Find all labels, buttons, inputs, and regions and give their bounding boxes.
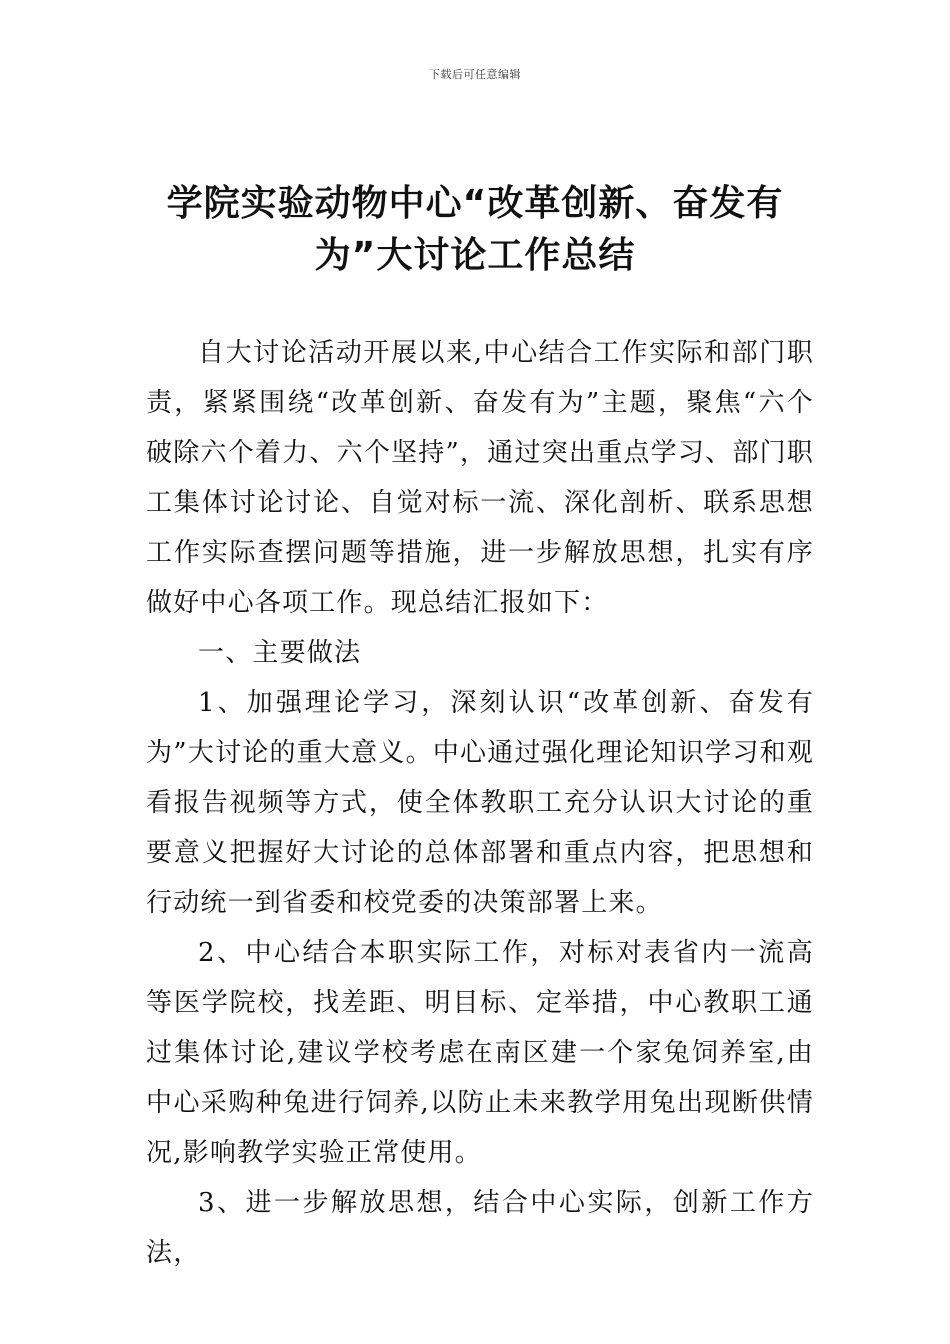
document-title — [0, 178, 950, 282]
paragraph-item-3: 3、进一步解放思想，结合中心实际，创新工作方法， — [146, 1188, 814, 1268]
document-body — [146, 328, 814, 1278]
page-header-note: 下载后可任意编辑 — [429, 68, 521, 81]
paragraph-item-2: 2、中心结合本职实际工作，对标对表省内一流高等医学院校，找差距、明目标、定举措，中心教职工通过集体讨论,建议学校考虑在南区建一个家兔饲养室,由中心采购种兔进行饲养,以防止未来教学用兔出现断供情况,影响教学实验正常使用。 — [146, 938, 814, 1168]
section-heading-main-practices: 一、主要做法 — [198, 638, 362, 668]
paragraph-item-1: 1、加强理论学习，深刻认识“改革创新、奋发有为”大讨论的重大意义。中心通过强化理论知识学习和观看报告视频等方式，使全体教职工充分认识大讨论的重要意义把握好大讨论的总体部署和重点内容，把思想和行动统一到省委和校党委的决策部署上来。 — [146, 688, 814, 918]
paragraph-intro: 自大讨论活动开展以来,中心结合工作实际和部门职责，紧紧围绕“改革创新、奋发有为”主题，聚焦“六个破除六个着力、六个坚持”，通过突出重点学习、部门职工集体讨论讨论、自觉对标一流、深化剖析、联系思想工作实际查摆问题等措施，进一步解放思想，扎实有序做好中心各项工作。现总结汇报如下： — [146, 338, 814, 618]
document-title-line-1: 学院实验动物中心“改革创新、奋发有 — [166, 183, 784, 224]
document-title-line-2: 为”大讨论工作总结 — [314, 235, 636, 276]
